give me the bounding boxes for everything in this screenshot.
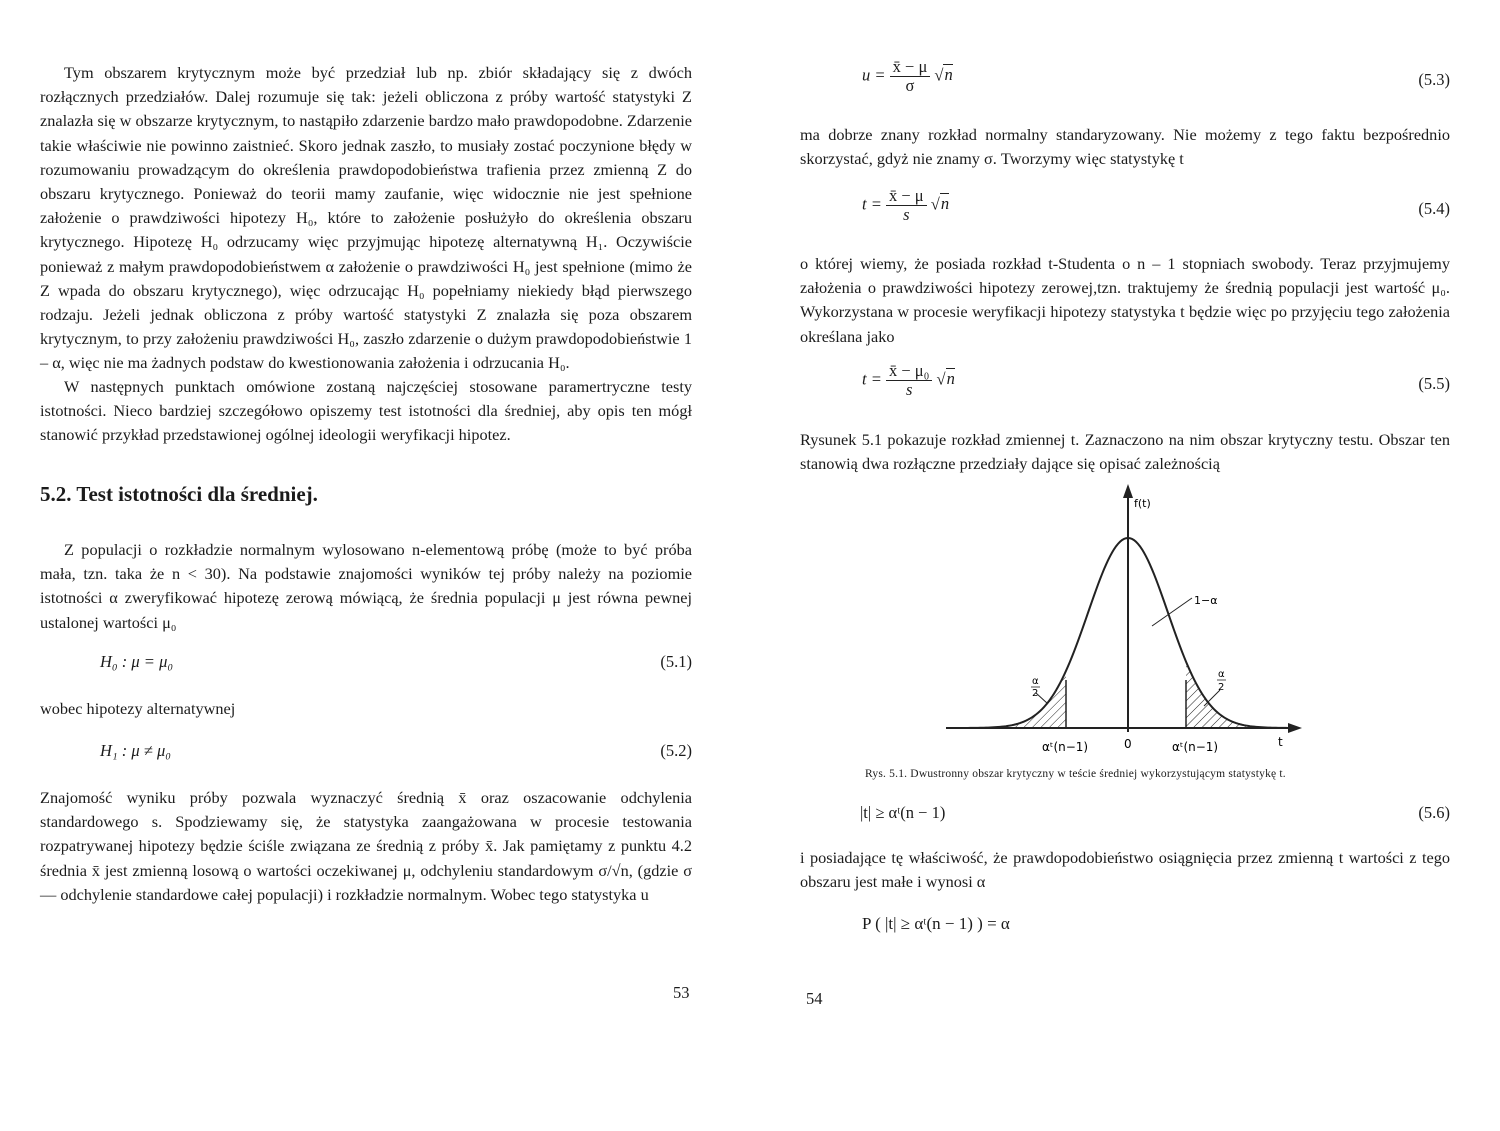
- y-axis-label: f(t): [1134, 497, 1151, 510]
- section-heading: 5.2. Test istotności dla średniej.: [40, 482, 318, 506]
- left-tail-area: [980, 671, 1066, 728]
- equation-5-3-numerator: x̄ − μ: [890, 58, 931, 77]
- equation-5-3-radicand: n: [944, 65, 953, 85]
- x-axis-label: t: [1278, 735, 1283, 749]
- equation-5-4-fraction: [886, 187, 927, 224]
- paragraph-t-student: o której wiemy, że posiada rozkład t-Studenta o n – 1 stopniach swobody. Teraz przyjmujemy założenia o prawdziwości hipotezy zerowej,tzn. traktujemy że średnią populacji jest wartość μ₀. Wykorzystana w procesie weryfikacji hipotezy statystyka t będzie więc po przyjęciu tego założenia określana jako: [800, 254, 1450, 346]
- x-axis-arrow-icon: [1288, 723, 1302, 733]
- page-number-left: 53: [673, 983, 690, 1002]
- left-tail-label-bot: 2: [1032, 688, 1039, 699]
- center-label: 1−α: [1194, 594, 1218, 607]
- sqrt-icon: √: [930, 194, 940, 214]
- sqrt-icon: √: [934, 65, 944, 85]
- equation-5-4-number: (5.4): [1418, 199, 1450, 218]
- tick-label-right: αᵗ(n−1): [1172, 740, 1219, 754]
- equation-5-4-lhs: t =: [862, 194, 882, 214]
- equation-5-1-number: (5.1): [660, 652, 692, 671]
- equation-5-5: [800, 362, 1450, 406]
- equation-5-3: [800, 58, 1450, 102]
- equation-5-7-body: P ( |t| ≥ αᵗ(n − 1) ) = α: [862, 914, 1010, 933]
- paragraph-sample: Z populacji o rozkładzie normalnym wylosowano n-elementową próbę (może to być próba mała, tzn. taka że n < 30). Na podstawie znajomości wyników tej próby należy na poziomie istotności α zweryfikować hipotezę zerową mówiącą, że średnia populacji μ jest równa pewnej ustalonej wartości μ₀: [40, 540, 692, 632]
- page-number-right: 54: [806, 989, 823, 1008]
- right-tail-label-bot: 2: [1218, 682, 1225, 693]
- equation-5-5-fraction: [886, 362, 932, 399]
- equation-5-3-fraction: [890, 58, 931, 95]
- equation-5-4-radicand: n: [940, 194, 950, 214]
- equation-5-5-expr: [862, 362, 955, 399]
- equation-5-3-expr: [862, 58, 953, 95]
- paragraph-parametric-tests: W następnych punktach omówione zostaną najczęściej stosowane paramertryczne testy istotności. Nieco bardziej szczegółowo opiszemy test istotności dla średniej, aby opis ten mógł stanowić przykład przedstawionej ogólnej ideologii weryfikacji hipotez.: [40, 377, 692, 445]
- equation-5-5-denominator: s: [905, 380, 913, 399]
- right-tail-area: [1186, 662, 1276, 728]
- equation-5-3-lhs: u =: [862, 65, 886, 85]
- figure-t-distribution: [940, 480, 1320, 760]
- equation-5-6-number: (5.6): [1418, 803, 1450, 822]
- equation-5-3-number: (5.3): [1418, 70, 1450, 89]
- equation-5-2-number: (5.2): [660, 741, 692, 760]
- equation-5-4-denominator: s: [903, 205, 910, 224]
- equation-5-5-number: (5.5): [1418, 374, 1450, 393]
- equation-5-5-radicand: n: [946, 369, 955, 389]
- paragraph-mean-estimate: Znajomość wyniku próby pozwala wyznaczyć średnią x̄ oraz oszacowanie odchylenia standardowego s. Spodziewamy się, że statystyka zaangażowana w procesie testowania rozpatrywanej hipotezy będzie ściśle związana ze średnią z próby x̄. Jak pamiętamy z punktu 4.2 średnia x̄ jest zmienną losową o wartości oczekiwanej μ, odchyleniu standardowym σ/√n, (gdzie σ — odchylenie standardowe całej populacji) i rozkładzie normalnym. Wobec tego statystyka u: [40, 788, 692, 904]
- tick-label-zero: 0: [1124, 737, 1132, 751]
- tick-label-left: αᵗ(n−1): [1042, 740, 1089, 754]
- paragraph-figure-reference: Rysunek 5.1 pokazuje rozkład zmiennej t. Zaznaczono na nim obszar krytyczny testu. Obszar ten stanowią dwa rozłączne przedziały dające się opisać zależnością: [800, 430, 1450, 474]
- sqrt-icon: √: [936, 369, 946, 389]
- equation-5-5-lhs: t =: [862, 369, 882, 389]
- paragraph-alternative: wobec hipotezy alternatywnej: [40, 699, 236, 718]
- equation-5-4: [800, 187, 1450, 231]
- equation-5-3-denominator: σ: [905, 76, 915, 95]
- density-curve: [960, 538, 1290, 728]
- equation-5-4-numerator: x̄ − μ: [886, 187, 927, 206]
- paragraph-probability: i posiadające tę właściwość, że prawdopodobieństwo osiągnięcia przez zmienną t wartości z tego obszaru jest małe i wynosi α: [800, 848, 1450, 892]
- equation-5-5-numerator: x̄ − μ₀: [886, 362, 932, 381]
- equation-5-2-body: H₁ : μ ≠ μ₀: [100, 741, 172, 760]
- equation-5-1-body: H₀ : μ = μ₀: [100, 652, 174, 671]
- paragraph-critical-region: Tym obszarem krytycznym może być przedział lub np. zbiór składający się z dwóch rozłącznych przedziałów. Dalej rozumuje się tak: jeżeli obliczona z próby wartość statystyki Z znalazła się w obszarze krytycznym, to nastąpiło zdarzenie bardzo mało prawdopodobne. Zdarzenie takie właściwie nie powinno zaistnieć. Skoro jednak zaszło, to musiały zostać poczynione błędy w rozumowaniu prowadzącym do określenia prawdopodobieństwa trafienia przez zmienną Z do obszaru krytycznego. Ponieważ do teorii mamy zaufanie, więc widocznie nie jest spełnione założenie o prawdziwości hipotezy H₀, które to założenie posłużyło do określenia obszaru krytycznego. Hipotezę H₀ odrzucamy więc przyjmując hipotezę alternatywną H₁. Oczywiście ponieważ z małym prawdopodobieństwem α założenie o prawdziwości H₀ jest spełnione (mimo że Z wpada do obszaru krytycznego), więc odrzucając H₀ popełniamy niekiedy błąd pierwszego rodzaju. Jeżeli jednak obliczona z próby wartość statystyki Z znalazła się poza obszarem krytycznym, to przy założeniu prawdziwości H₀, zaszło zdarzenie o dużym prawdopodobieństwie 1 – α, więc nie ma żadnych podstaw do kwestionowania założenia i odrzucania H₀.: [40, 63, 692, 373]
- equation-5-6-body: |t| ≥ αᵗ(n − 1): [860, 803, 946, 822]
- left-tail-label-top: α: [1032, 676, 1039, 687]
- y-axis-arrow-icon: [1123, 484, 1133, 498]
- paragraph-standard-normal: ma dobrze znany rozkład normalny standaryzowany. Nie możemy z tego faktu bezpośrednio skorzystać, gdyż nie znamy σ. Tworzymy więc statystykę t: [800, 125, 1450, 169]
- right-tail-label-top: α: [1218, 669, 1225, 680]
- figure-caption: Rys. 5.1. Dwustronny obszar krytyczny w teście średniej wykorzystującym statystykę t.: [865, 768, 1286, 780]
- equation-5-4-expr: [862, 187, 949, 224]
